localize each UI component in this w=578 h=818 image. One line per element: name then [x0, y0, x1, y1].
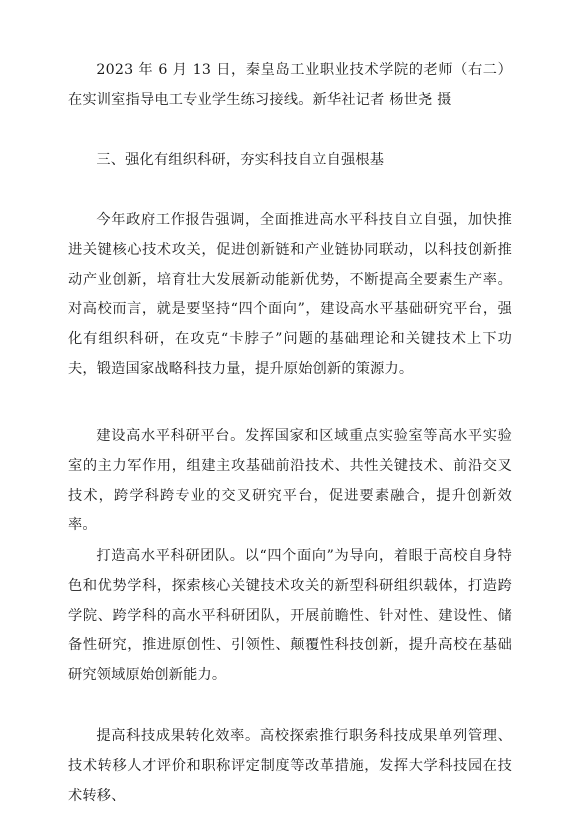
section-heading: 三、强化有组织科研，夯实科技自立自强根基	[96, 152, 385, 168]
body-paragraph: 打造高水平科研团队。以“四个面向”为导向，着眼于高校自身特色和优势学科，探索核心关键技术攻关的新型科研组织载体，打造跨学院、跨学科的高水平科研团队，开展前瞻性、针对性、建设性、储备性研究，推进原创性、引领性、颠覆性科技创新，提升高校在基础研究领域原始创新能力。	[68, 548, 512, 684]
body-paragraph: 今年政府工作报告强调，全面推进高水平科技自立自强，加快推进关键核心技术攻关，促进创新链和产业链协同联动，以科技创新推动产业创新，培育壮大发展新动能新优势，不断提高全要素生产率。对高校而言，就是要坚持“四个面向”，建设高水平基础研究平台，强化有组织科研，在攻克“卡脖子”问题的基础理论和关键技术上下功夫，锻造国家战略科技力量，提升原始创新的策源力。	[68, 212, 512, 377]
photo-caption: 2023 年 6 月 13 日，秦皇岛工业职业技术学院的老师（右二）在实训室指导电工专业学生练习接线。新华社记者 杨世尧 摄	[68, 62, 512, 108]
body-paragraph: 提高科技成果转化效率。高校探索推行职务科技成果单列管理、技术转移人才评价和职称评定制度等改革措施，发挥大学科技园在技术转移、	[68, 728, 512, 804]
body-paragraph: 建设高水平科研平台。发挥国家和区域重点实验室等高水平实验室的主力军作用，组建主攻基础前沿技术、共性关键技术、前沿交叉技术，跨学科跨专业的交叉研究平台，促进要素融合，提升创新效率。	[68, 428, 512, 534]
